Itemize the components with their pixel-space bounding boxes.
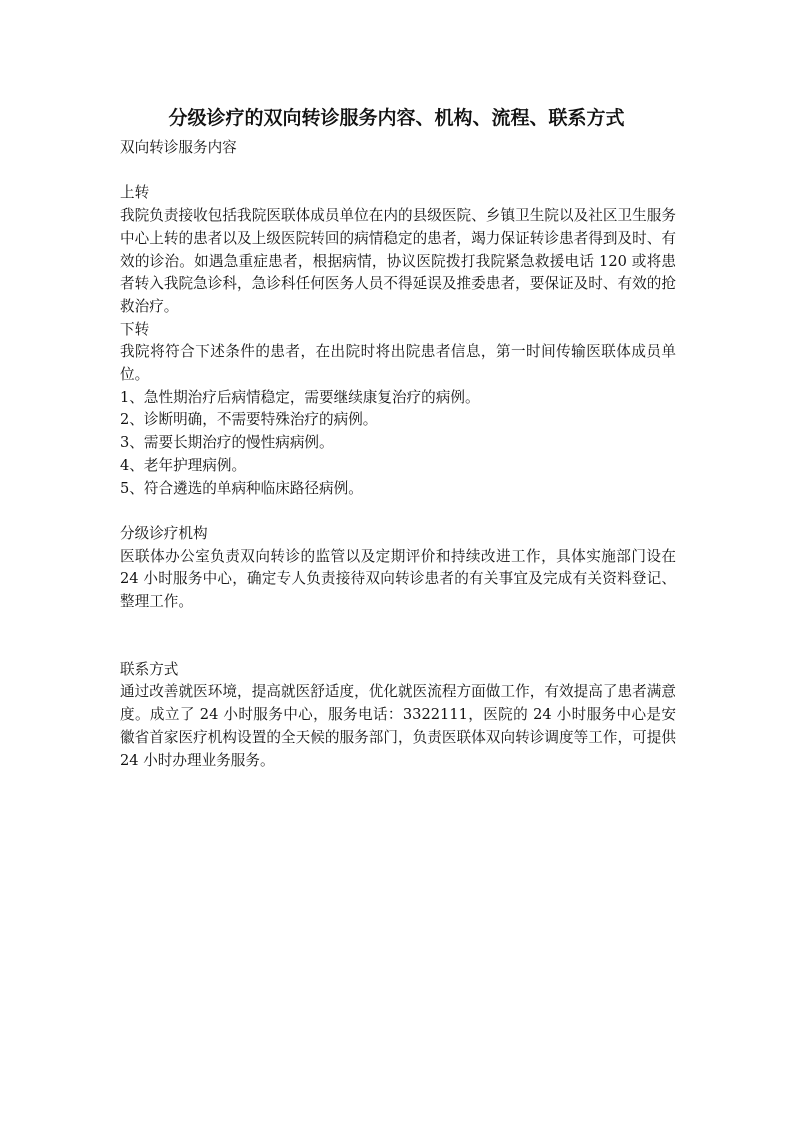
condition-item: 4、老年护理病例。 <box>120 456 247 474</box>
condition-item: 5、符合遴选的单病种临床路径病例。 <box>120 479 363 497</box>
upward-paragraph: 我院负责接收包括我院医联体成员单位在内的县级医院、乡镇卫生院以及社区卫生服务中心上转的患者以及上级医院转回的病情稳定的患者，竭力保证转诊患者得到及时、有效的诊治。如遇急重症患者，根据病情，协议医院拨打我院紧急救援电话 120 或将患者转入我院急诊科，急诊科任何医务人员不得延误及推委患者，要保证及时、有效的抢救治疗。 <box>120 207 676 315</box>
section-heading-service: 双向转诊服务内容 <box>120 139 237 156</box>
institution-paragraph: 医联体办公室负责双向转诊的监管以及定期评价和持续改进工作，具体实施部门设在 24 小时服务中心，确定专人负责接待双向转诊患者的有关事宜及完成有关资料登记、整理工作。 <box>120 547 676 611</box>
section-heading-contact: 联系方式 <box>120 660 179 678</box>
downward-intro: 我院将符合下述条件的患者，在出院时将出院患者信息，第一时间传输医联体成员单位。 <box>120 343 676 384</box>
contact-paragraph: 通过改善就医环境，提高就医舒适度，优化就医流程方面做工作，有效提高了患者满意度。成立了 24 小时服务中心，服务电话：3322111，医院的 24 小时服务中心是安徽省首家医疗机构设置的全天候的服务部门，负责医联体双向转诊调度等工作，可提供 24 小时办理业务服务。 <box>120 683 676 769</box>
section-heading-institution: 分级诊疗机构 <box>120 524 208 542</box>
downward-heading: 下转 <box>120 320 150 338</box>
condition-item: 2、诊断明确，不需要特殊治疗的病例。 <box>120 411 378 429</box>
condition-item: 3、需要长期治疗的慢性病病例。 <box>120 434 334 452</box>
blank-line <box>120 614 676 659</box>
document-body <box>120 137 676 772</box>
blank-line <box>120 500 676 523</box>
document-title: 分级诊疗的双向转诊服务内容、机构、流程、联系方式 <box>168 107 625 129</box>
blank-line <box>120 160 676 183</box>
upward-heading: 上转 <box>120 184 150 202</box>
condition-item: 1、急性期治疗后病情稳定，需要继续康复治疗的病例。 <box>120 388 480 406</box>
